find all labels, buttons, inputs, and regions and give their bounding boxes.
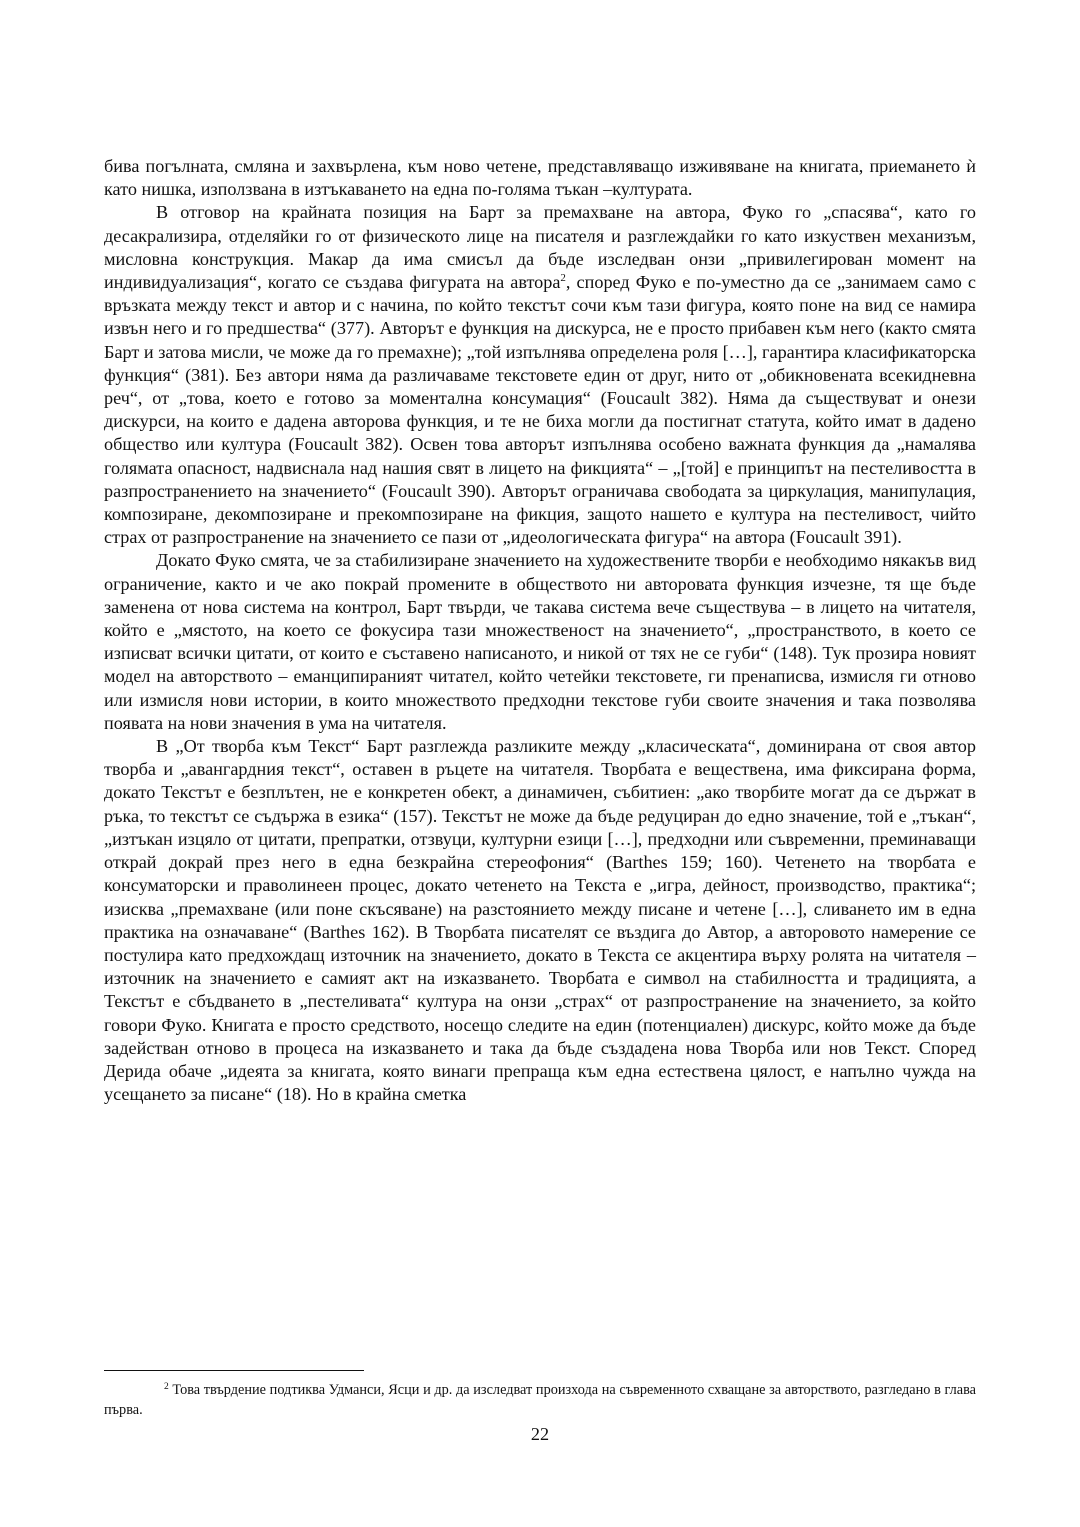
paragraph-2-part-2: , според Фуко е по-уместно да се „занимаем само с връзката между текст и автор и с начина, по който текстът сочи към тази фигура, която поне на вид се намира извън него и го предшества“ (377). Авторът е функция на дискурса, не е просто прибавен към него (както смята Барт и затова мисли, че може да го премахне); „той изпълнява определена роля […], гарантира класификаторска функция“ (381). Без автори няма да различаваме текстовете един от друг, нито от „обикновената всекидневна реч“, от „това, което е готово за моментална консумация“ (Foucault 382). Няма да съществуват и онези дискурси, на които е дадена авторова функция, и те не биха могли да постигнат статута, който имат в дадено общество или култура (Foucault 382). Освен това авторът изпълнява особено важната функция да „намалява голямата опасност, надвиснала над нашия свят в лицето на фикцията“ – „[той] е принципът на пестеливостта в разпространението на значението“ (Foucault 390). Авторът ограничава свободата за циркулация, манипулация, композиране, декомпозиране и прекомпозиране на фикция, защото нашето е култура на пестеливост, чийто страх от разпространение на значението се пази от „идеологическата фигура“ на автора (Foucault 391).	[104, 272, 977, 548]
footnote-reference[interactable]: 2	[560, 272, 566, 285]
page-number: 22	[530, 1424, 550, 1444]
main-text	[104, 155, 976, 1106]
paragraph-2-part-1: В отговор на крайната позиция на Барт за премахване на автора, Фуко го „спасява“, като го десакрализира, отделяйки го от физическото лице на писателя и разглеждайки го като изкуствен механизъм, мисловна конструкция. Макар да има смисъл да бъде изследван онзи „привилегирован момент на индивидуализация“, когато се създава фигурата на автора	[104, 202, 976, 293]
paragraph-1: бива погълната, смляна и захвърлена, към ново четене, представляващо изживяване на книгата, приемането ѝ като нишка, използвана в изтъкаването на една по-голяма тъкан –културата.	[104, 156, 976, 200]
paragraph-2	[104, 201, 976, 549]
footnote-marker: 2	[164, 1382, 169, 1392]
footnote-text: Това твърдение подтиква Удманси, Ясци и др. да изследват произхода на съвременното схващане за авторството, разгледано в глава първа.	[104, 1382, 977, 1418]
footnote-divider	[104, 1370, 364, 1371]
paragraph-4: В „От творба към Текст“ Барт разглежда разликите между „класическата“, доминирана от своя автор творба и „авангардния текст“, оставен в ръцете на читателя. Творбата е веществена, има фиксирана форма, докато Текстът е безплътен, не е конкретен обект, а динамичен, събитиен: „ако творбите могат да се държат в ръка, то текстът се съдържа в езика“ (157). Текстът не може да бъде редуциран до едно значение, той е „тъкан“, „изтъкан изцяло от цитати, препратки, отзвуци, културни езици […], предходни или съвременни, преминаващи открай докрай през него в една безкрайна стереофония“ (Barthes 159; 160). Четенето на творбата е консуматорски и праволинеен процес, докато четенето на Текста е „игра, дейност, производство, практика“; изисква „премахване (или поне скъсяване) на разстоянието между писане и четене […], сливането им в една практика на означаване“ (Barthes 162). В Творбата писателят се въздига до Автор, а авторовото намерение се постулира като предхождащ източник на значението, докато в Текста се акцентира върху ролята на читателя – източник на значението е самият акт на изказването. Творбата е символ на стабилността и традицията, а Текстът е сбъдването в „пестеливата“ култура на онзи „страх“ от разпространение на значението, за който говори Фуко. Книгата е просто средството, носещо следите на един (потенциален) дискурс, който може да бъде задействан отново в процеса на изказването и така да бъде създадена нова Творба или нов Текст. Според Дерида обаче „идеята за книгата, която винаги препраща към една естествена цялост, е напълно чужда на усещането за писане“ (18). Но в крайна сметка	[104, 736, 976, 1105]
footnote	[104, 1380, 976, 1420]
paragraph-3: Докато Фуко смята, че за стабилизиране значението на художествените творби е необходимо някакъв вид ограничение, както и че ако покрай промените в обществото ни авторовата функция изчезне, тя ще бъде заменена от нова система на контрол, Барт твърди, че такава система вече съществува – в лицето на читателя, който е „мястото, на което се фокусира тази множественост на значението“, „пространството, в което се изписват всички цитати, от които е съставено написаното, и никой от тях не се губи“ (148). Тук прозира новият модел на авторството – еманципираният читател, който четейки текстовете, ги пренаписва, измисля ги отново или измисля нови истории, в които множеството предходни текстове губи своите значения и така позволява появата на нови значения в ума на читателя.	[104, 550, 976, 733]
